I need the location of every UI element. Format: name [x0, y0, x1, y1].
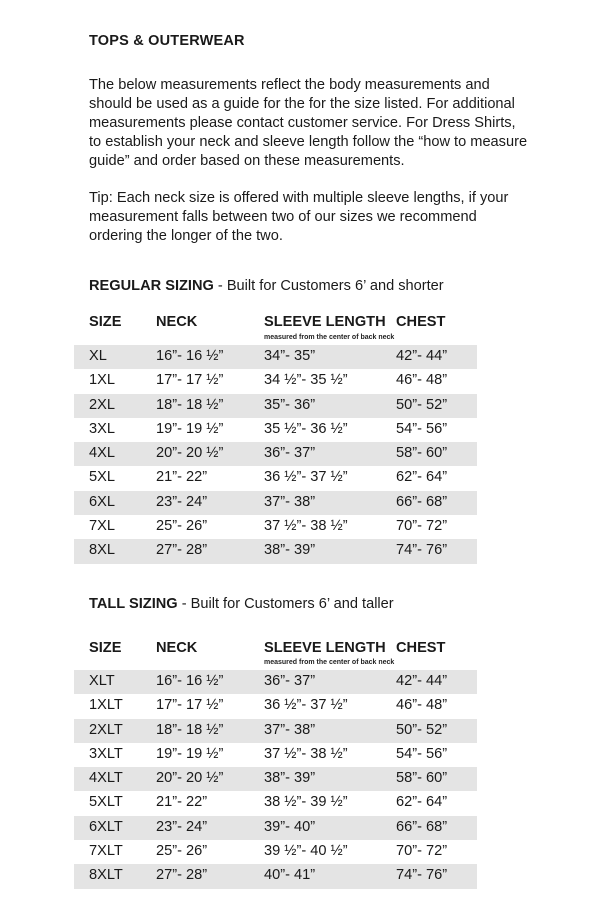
- size-cell: XL: [89, 348, 107, 364]
- size-cell: 1XLT: [89, 697, 123, 714]
- page-title: TOPS & OUTERWEAR: [89, 33, 245, 49]
- neck-cell: 23”- 24”: [156, 818, 208, 835]
- size-cell: 3XLT: [89, 745, 123, 762]
- sleeve-cell: 35 ½”- 36 ½”: [264, 420, 348, 437]
- neck-cell: 16”- 16 ½”: [156, 673, 224, 689]
- tall-sizing-title: [89, 596, 394, 612]
- sleeve-cell: 36”- 37”: [264, 673, 316, 689]
- table-row: [74, 791, 477, 815]
- sleeve-cell: 36 ½”- 37 ½”: [264, 469, 348, 486]
- table-row: [74, 369, 477, 393]
- chest-cell: 70”- 72”: [396, 518, 448, 535]
- size-cell: 6XLT: [89, 818, 123, 835]
- regular-sizing-title: [89, 278, 444, 294]
- table-row: [74, 670, 477, 694]
- sleeve-cell: 38”- 39”: [264, 770, 316, 787]
- neck-cell: 25”- 26”: [156, 843, 208, 860]
- chest-cell: 42”- 44”: [396, 673, 448, 689]
- chest-cell: 62”- 64”: [396, 469, 448, 486]
- table-row: [74, 345, 477, 369]
- sleeve-cell: 37 ½”- 38 ½”: [264, 518, 348, 535]
- sleeve-cell: 37”- 38”: [264, 493, 316, 510]
- neck-cell: 18”- 18 ½”: [156, 396, 224, 413]
- table-row: [74, 840, 477, 864]
- size-cell: 8XLT: [89, 867, 123, 884]
- size-cell: XLT: [89, 673, 115, 689]
- table-row: [74, 394, 477, 418]
- neck-cell: 19”- 19 ½”: [156, 745, 224, 762]
- sleeve-cell: 38 ½”- 39 ½”: [264, 794, 348, 811]
- tall-sizing-subtitle: - Built for Customers 6’ and taller: [177, 596, 394, 612]
- regular-col-sleeve-note: measured from the center of back neck: [264, 334, 395, 341]
- table-row: [74, 864, 477, 888]
- regular-col-size: SIZE: [89, 314, 122, 330]
- tall-col-sleeve: SLEEVE LENGTH: [264, 640, 386, 656]
- table-row: [74, 816, 477, 840]
- neck-cell: 19”- 19 ½”: [156, 420, 224, 437]
- chest-cell: 74”- 76”: [396, 867, 448, 884]
- sleeve-cell: 40”- 41”: [264, 867, 316, 884]
- size-cell: 5XLT: [89, 794, 123, 811]
- sleeve-cell: 38”- 39”: [264, 542, 316, 559]
- neck-cell: 16”- 16 ½”: [156, 348, 224, 364]
- tall-col-chest: CHEST: [396, 640, 446, 656]
- chest-cell: 42”- 44”: [396, 348, 448, 364]
- chest-cell: 70”- 72”: [396, 843, 448, 860]
- regular-col-neck: NECK: [156, 314, 198, 330]
- tall-col-sleeve-note: measured from the center of back neck: [264, 659, 395, 666]
- sleeve-cell: 36 ½”- 37 ½”: [264, 697, 348, 714]
- neck-cell: 17”- 17 ½”: [156, 372, 224, 389]
- table-row: [74, 418, 477, 442]
- chest-cell: 54”- 56”: [396, 745, 448, 762]
- size-cell: 2XL: [89, 396, 115, 413]
- table-row: [74, 515, 477, 539]
- neck-cell: 20”- 20 ½”: [156, 770, 224, 787]
- size-cell: 1XL: [89, 372, 115, 389]
- regular-col-sleeve: SLEEVE LENGTH: [264, 314, 386, 330]
- chest-cell: 46”- 48”: [396, 372, 448, 389]
- sleeve-cell: 36”- 37”: [264, 445, 316, 462]
- sleeve-cell: 39”- 40”: [264, 818, 316, 835]
- tip-paragraph: Tip: Each neck size is offered with multiple sleeve lengths, if your measurement falls between two of our sizes we recommend ordering the longer of the two.: [89, 190, 509, 244]
- size-cell: 7XLT: [89, 843, 123, 860]
- chest-cell: 66”- 68”: [396, 493, 448, 510]
- sleeve-cell: 34”- 35”: [264, 348, 316, 364]
- regular-col-chest: CHEST: [396, 314, 446, 330]
- table-row: [74, 539, 477, 563]
- regular-sizing-label: REGULAR SIZING: [89, 278, 214, 294]
- neck-cell: 20”- 20 ½”: [156, 445, 224, 462]
- sleeve-cell: 35”- 36”: [264, 396, 316, 413]
- sleeve-cell: 39 ½”- 40 ½”: [264, 843, 348, 860]
- intro-paragraph: The below measurements reflect the body measurements and should be used as a guide for the for the size listed. For additional measurements please contact customer service. For Dress Shirts, to establish your neck and sleeve length follow the “how to measure guide” and order based on these measurements.: [89, 77, 528, 169]
- size-cell: 5XL: [89, 469, 115, 486]
- tall-sizing-label: TALL SIZING: [89, 596, 178, 612]
- neck-cell: 25”- 26”: [156, 518, 208, 535]
- chest-cell: 66”- 68”: [396, 818, 448, 835]
- neck-cell: 21”- 22”: [156, 794, 208, 811]
- neck-cell: 23”- 24”: [156, 493, 208, 510]
- neck-cell: 27”- 28”: [156, 867, 208, 884]
- tall-col-size: SIZE: [89, 640, 122, 656]
- table-row: [74, 491, 477, 515]
- chest-cell: 54”- 56”: [396, 420, 448, 437]
- chest-cell: 62”- 64”: [396, 794, 448, 811]
- chest-cell: 50”- 52”: [396, 396, 448, 413]
- table-row: [74, 767, 477, 791]
- neck-cell: 18”- 18 ½”: [156, 721, 224, 738]
- chest-cell: 58”- 60”: [396, 770, 448, 787]
- size-cell: 3XL: [89, 420, 115, 437]
- size-cell: 6XL: [89, 493, 115, 510]
- chest-cell: 58”- 60”: [396, 445, 448, 462]
- size-cell: 4XLT: [89, 770, 123, 787]
- table-row: [74, 743, 477, 767]
- size-cell: 2XLT: [89, 721, 123, 738]
- table-row: [74, 442, 477, 466]
- table-row: [74, 719, 477, 743]
- size-cell: 8XL: [89, 542, 115, 559]
- table-row: [74, 694, 477, 718]
- sleeve-cell: 37 ½”- 38 ½”: [264, 745, 348, 762]
- sleeve-cell: 34 ½”- 35 ½”: [264, 372, 348, 389]
- size-cell: 4XL: [89, 445, 115, 462]
- table-row: [74, 466, 477, 490]
- neck-cell: 27”- 28”: [156, 542, 208, 559]
- regular-sizing-table: [74, 345, 477, 564]
- chest-cell: 46”- 48”: [396, 697, 448, 714]
- neck-cell: 21”- 22”: [156, 469, 208, 486]
- neck-cell: 17”- 17 ½”: [156, 697, 224, 714]
- chest-cell: 50”- 52”: [396, 721, 448, 738]
- chest-cell: 74”- 76”: [396, 542, 448, 559]
- tall-col-neck: NECK: [156, 640, 198, 656]
- tall-sizing-table: [74, 670, 477, 889]
- sleeve-cell: 37”- 38”: [264, 721, 316, 738]
- regular-sizing-subtitle: - Built for Customers 6’ and shorter: [213, 278, 444, 294]
- size-cell: 7XL: [89, 518, 115, 535]
